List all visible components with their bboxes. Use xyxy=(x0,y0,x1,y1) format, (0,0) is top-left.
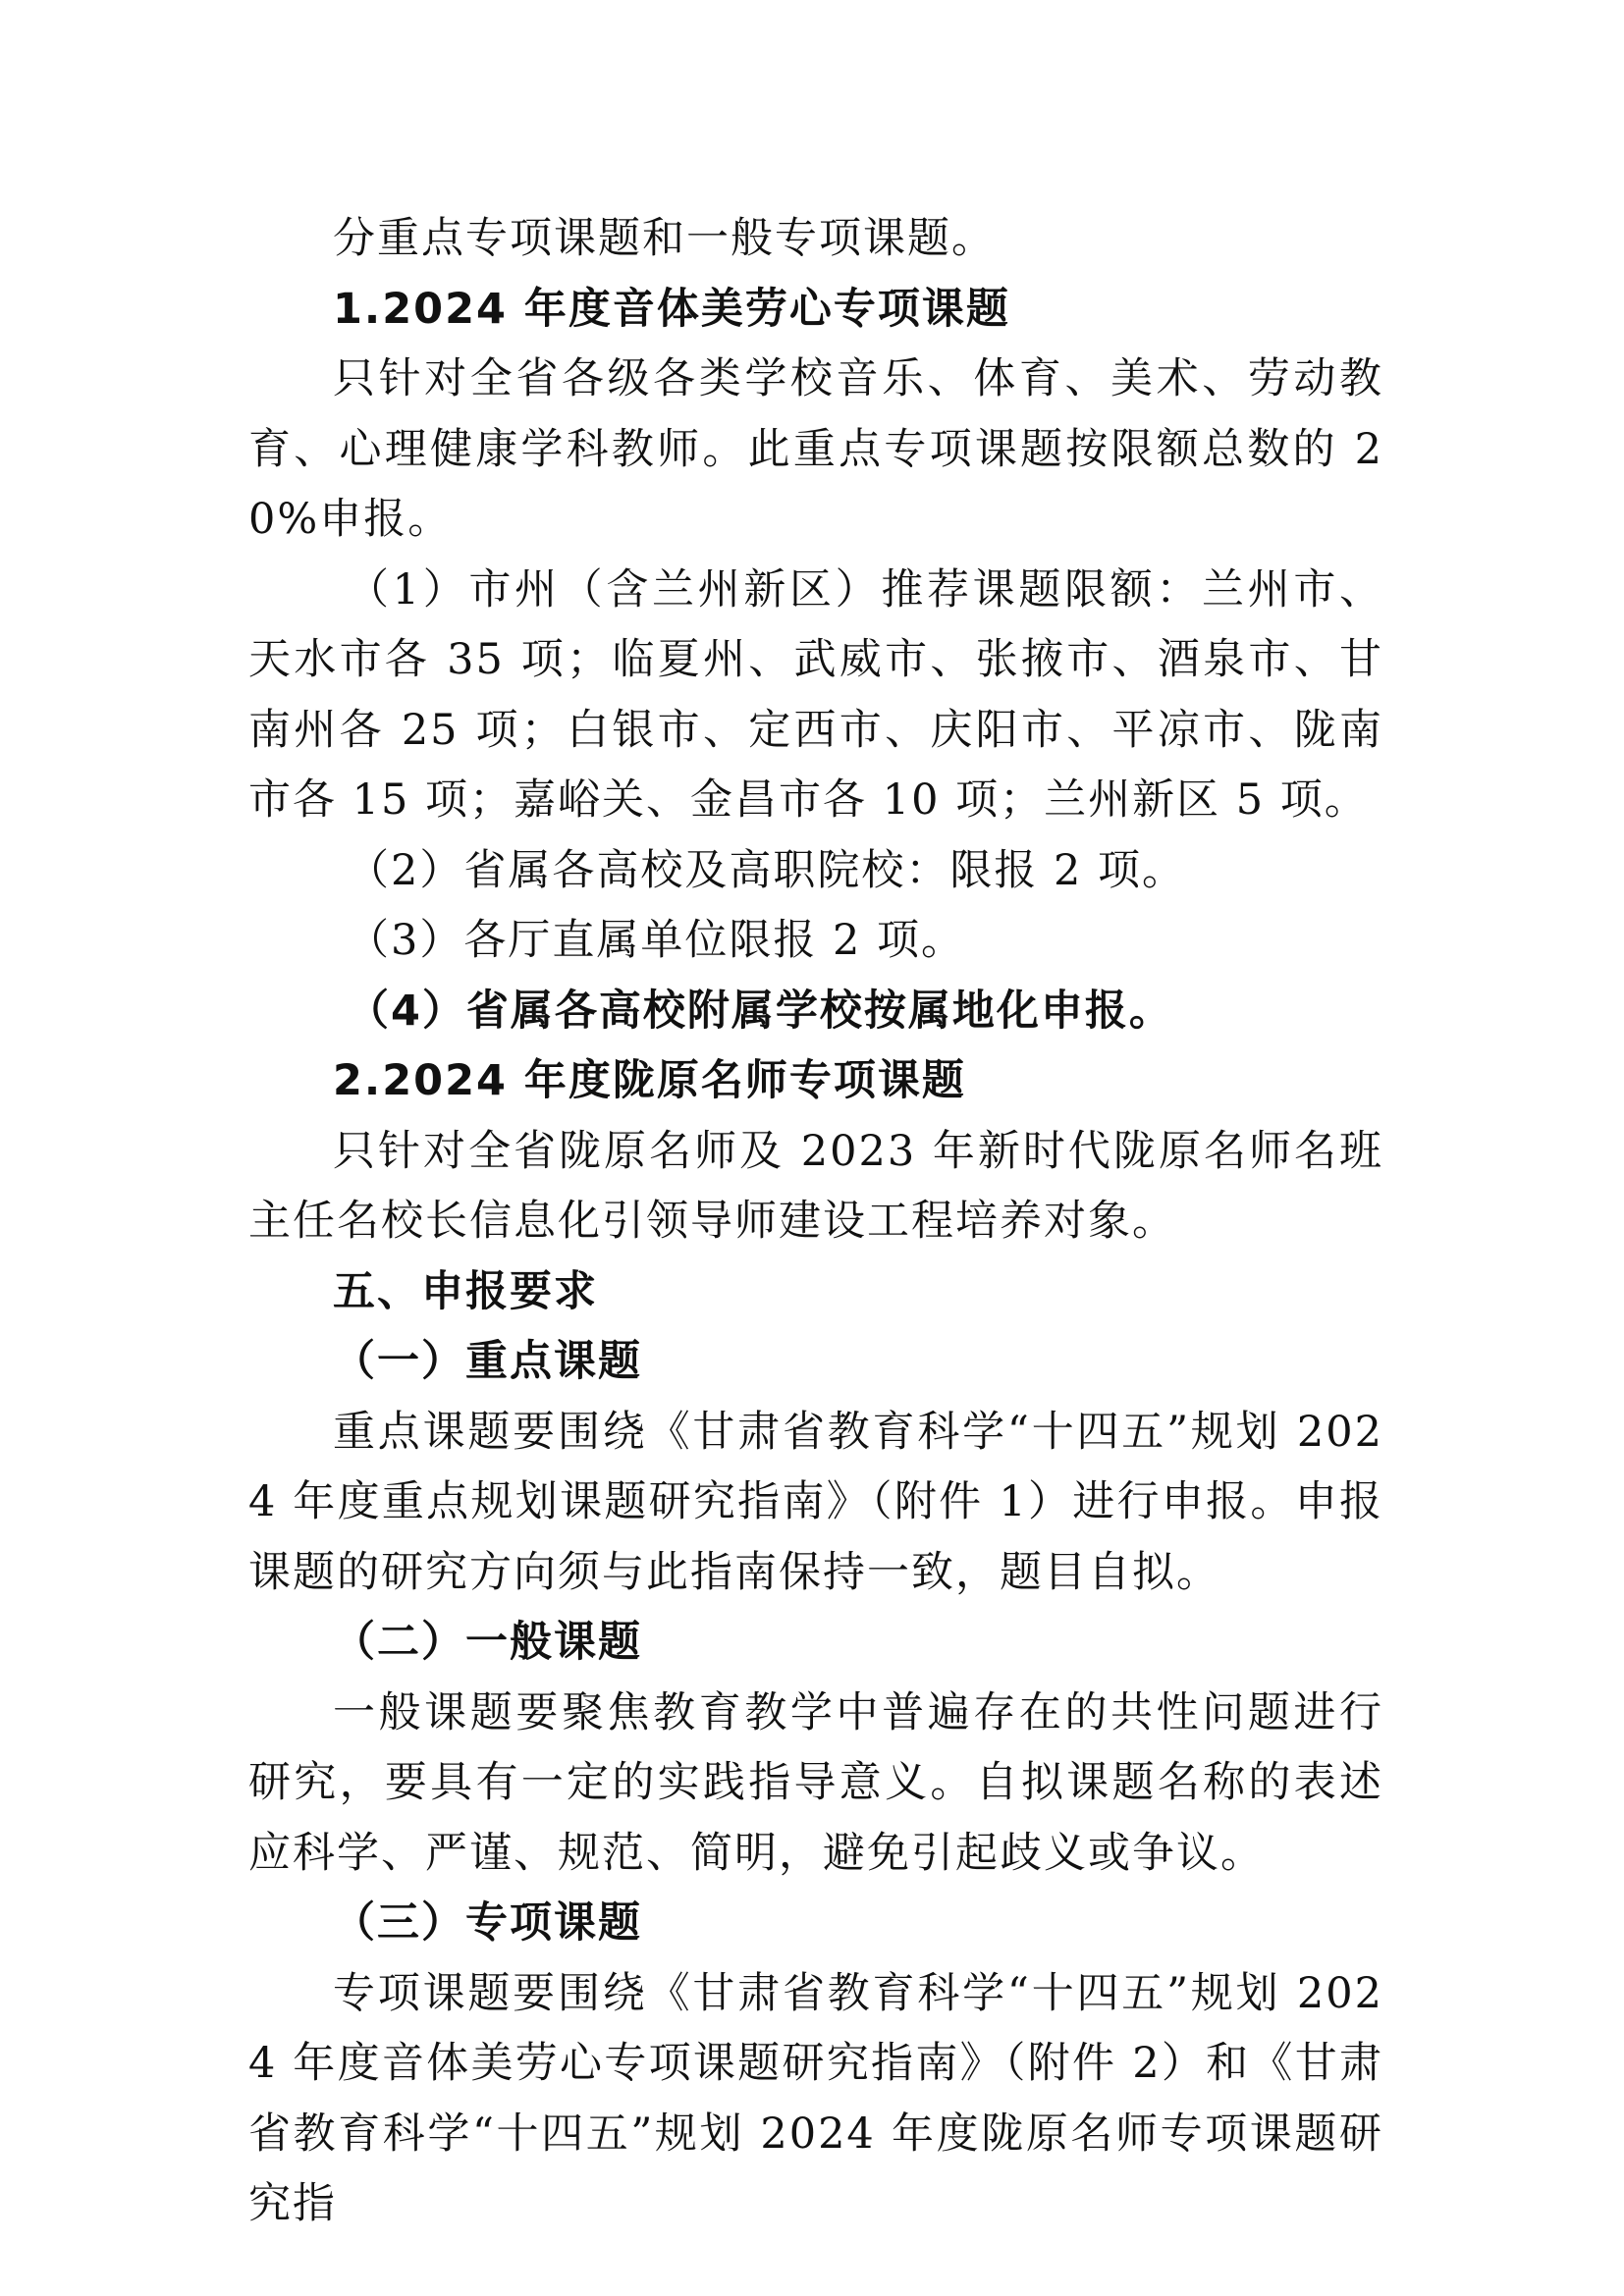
paragraph-teachers-eligibility: 只针对全省陇原名师及 2023 年新时代陇原名师名班主任名校长信息化引领导师建设工程培养对象。 xyxy=(248,1126,1383,1246)
list-item-affiliated-schools: （4）省属各高校附属学校按属地化申报。 xyxy=(347,986,1173,1036)
list-item-quota-departments: （3）各厅直属单位限报 2 项。 xyxy=(347,916,966,965)
document-body xyxy=(248,204,1383,2240)
subheading-special-topics: （三）专项课题 xyxy=(333,1898,642,1948)
heading-special-topic-arts: 1.2024 年度音体美劳心专项课题 xyxy=(333,284,1010,334)
paragraph-key-topics: 重点课题要围绕《甘肃省教育科学“十四五”规划 2024 年度重点规划课题研究指南》（附件 1）进行申报。申报课题的研究方向须与此指南保持一致，题目自拟。 xyxy=(248,1407,1383,1597)
list-item-quota-cities: （1）市州（含兰州新区）推荐课题限额：兰州市、天水市各 35 项；临夏州、武威市、张掖市、酒泉市、甘南州各 25 项；白银市、定西市、庆阳市、平凉市、陇南市各 15 项；嘉峪关、金昌市各 10 项；兰州新区 5 项。 xyxy=(248,564,1383,825)
paragraph-special-topics: 专项课题要围绕《甘肃省教育科学“十四五”规划 2024 年度音体美劳心专项课题研究指南》（附件 2）和《甘肃省教育科学“十四五”规划 2024 年度陇原名师专项课题研究指 xyxy=(248,1968,1383,2228)
paragraph-general-topics: 一般课题要聚焦教育教学中普遍存在的共性问题进行研究，要具有一定的实践指导意义。自拟课题名称的表述应科学、严谨、规范、简明，避免引起歧义或争议。 xyxy=(248,1687,1383,1878)
paragraph-intro-continuation: 分重点专项课题和一般专项课题。 xyxy=(333,214,996,263)
subheading-general-topics: （二）一般课题 xyxy=(333,1618,642,1667)
list-item-quota-universities: （2）省属各高校及高职院校：限报 2 项。 xyxy=(347,845,1187,895)
paragraph-arts-eligibility: 只针对全省各级各类学校音乐、体育、美术、劳动教育、心理健康学科教师。此重点专项课题按限额总数的 20%申报。 xyxy=(248,354,1383,544)
subheading-key-topics: （一）重点课题 xyxy=(333,1337,642,1386)
heading-special-topic-teachers: 2.2024 年度陇原名师专项课题 xyxy=(333,1056,966,1105)
section-heading-requirements: 五、申报要求 xyxy=(333,1266,598,1316)
